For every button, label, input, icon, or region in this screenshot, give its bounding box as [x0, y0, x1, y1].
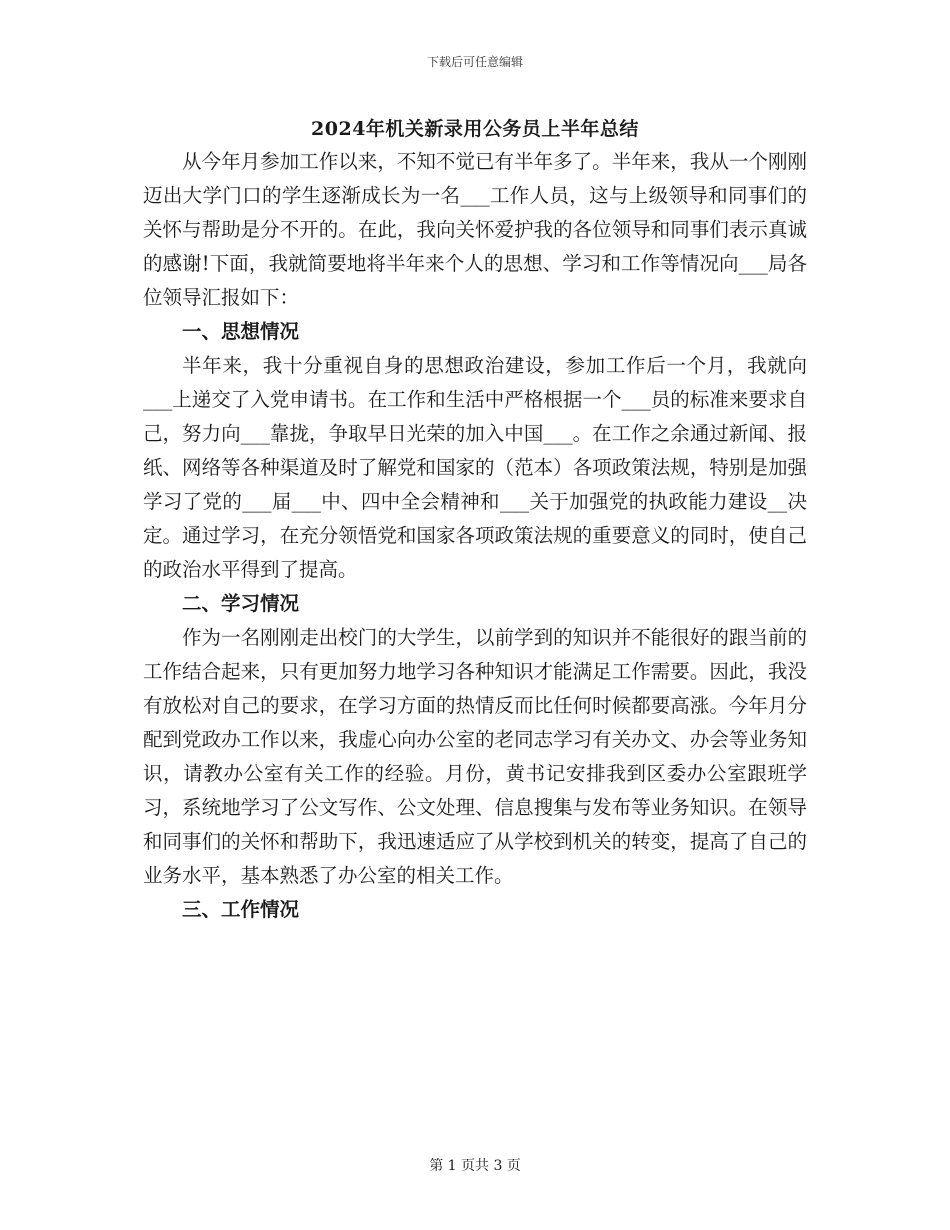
header-note: 下载后可任意编辑	[426, 55, 523, 69]
page-number: 第 1 页共 3 页	[429, 1158, 521, 1174]
intro-paragraph: 从今年月参加工作以来，不知不觉已有半年多了。半年来，我从一个刚刚迈出大学门口的学生逐渐成长为一名___工作人员，这与上级领导和同事们的关怀与帮助是分不开的。在此，我向关怀爱护我的各位领导和同事们表示真诚的感谢!下面，我就简要地将半年来个人的思想、学习和工作等情况向___局各位领导汇报如下：	[143, 150, 807, 309]
section-body-study: 作为一名刚刚走出校门的大学生，以前学到的知识并不能很好的跟当前的工作结合起来，只有更加努力地学习各种知识才能满足工作需要。因此，我没有放松对自己的要求，在学习方面的热情反而比任何时候都要高涨。今年月分配到党政办工作以来，我虚心向办公室的老同志学习有关办文、办会等业务知识，请教办公室有关工作的经验。月份，黄书记安排我到区委办公室跟班学习，系统地学习了公文写作、公文处理、信息搜集与发布等业务知识。在领导和同事们的关怀和帮助下，我迅速适应了从学校到机关的转变，提高了自己的业务水平，基本熟悉了办公室的相关工作。	[143, 626, 807, 887]
document-body	[143, 145, 807, 927]
section-body-thought: 半年来，我十分重视自身的思想政治建设，参加工作后一个月，我就向___上递交了入党申请书。在工作和生活中严格根据一个___员的标准来要求自己，努力向___靠拢，争取早日光荣的加入中国___。在工作之余通过新闻、报纸、网络等各种渠道及时了解党和国家的（范本）各项政策法规，特别是加强学习了党的___届___中、四中全会精神和___关于加强党的执政能力建设__决定。通过学习，在充分领悟党和国家各项政策法规的重要意义的同时，使自己的政治水平得到了提高。	[143, 354, 807, 581]
section-heading-study: 二、学习情况	[182, 592, 300, 615]
section-heading-thought: 一、思想情况	[182, 320, 300, 343]
document-title: 2024年机关新录用公务员上半年总结	[311, 118, 639, 140]
section-heading-work: 三、工作情况	[182, 898, 300, 921]
